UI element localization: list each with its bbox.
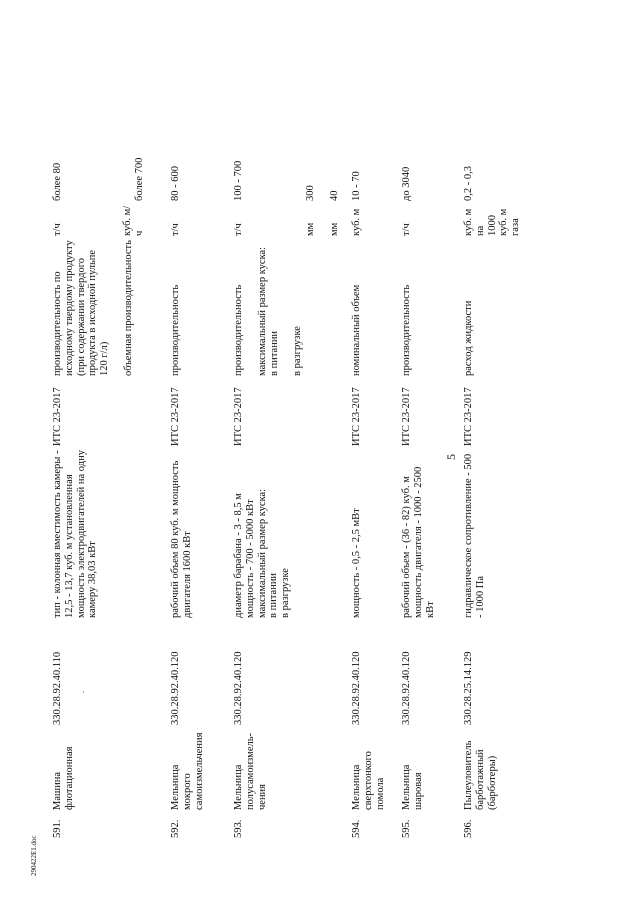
unit: куб. м <box>351 208 362 236</box>
table-row <box>463 58 525 838</box>
parameter: в питании <box>268 330 280 376</box>
parameter-list <box>52 236 135 376</box>
stray-mark: · <box>82 688 85 697</box>
unit: т/ч <box>401 223 412 236</box>
table-row <box>233 58 351 838</box>
table-row <box>401 58 463 838</box>
row-number: 592. <box>170 819 181 838</box>
unit: куб. м на 1000 куб. м газа <box>463 208 522 236</box>
value: 40 <box>328 190 340 201</box>
equipment-table <box>52 58 525 838</box>
equipment-description <box>233 446 292 618</box>
unit: т/ч <box>52 223 63 236</box>
page-number: 5 <box>444 454 458 460</box>
equipment-description: гидравлическое сопротивление - 500 - 1000 Па <box>463 453 486 618</box>
standard-ref: ИТС 23-2017 <box>401 387 412 446</box>
equipment-name: Мельница сверхтонкого помола <box>351 751 386 810</box>
parameter: максимальный размер куска: <box>256 246 268 376</box>
description-line: мощность - 700 - 5000 кВт <box>244 499 256 618</box>
value: 300 <box>304 185 316 201</box>
row-number: 594. <box>351 819 362 838</box>
unit: т/ч <box>233 223 244 236</box>
table-row <box>351 58 401 838</box>
table-row <box>170 58 233 838</box>
equipment-description: рабочий объем - (36 - 82) куб. м мощность двигателя - 1000 - 2500 кВт <box>401 466 436 618</box>
parameter: производительность <box>401 284 412 376</box>
row-number: 593. <box>233 819 244 838</box>
value: более 700 <box>133 157 145 201</box>
standard-ref: ИТС 23-2017 <box>351 387 362 446</box>
unit: куб. м/ч <box>121 205 145 236</box>
parameter: номинальный объем <box>351 284 362 376</box>
equipment-name: Мельница мокрого самоизмельчения <box>170 732 205 810</box>
value-list <box>52 131 146 201</box>
standard-ref: ИТС 23-2017 <box>52 387 63 446</box>
parameter: производительность по исходному твердому продукту (при содержании твердого продукта в исходной пульпе 120 г/л) <box>52 240 111 376</box>
row-number: 591. <box>52 819 63 838</box>
standard-ref: ИТС 23-2017 <box>463 387 474 446</box>
description-line: в разгрузке <box>280 568 292 618</box>
okpd-code: 330.28.92.40.120 <box>401 651 412 725</box>
okpd-code: 330.28.92.40.110 <box>52 651 63 725</box>
okpd-code: 330.28.92.40.120 <box>351 651 362 725</box>
unit: т/ч <box>170 223 181 236</box>
parameter: в разгрузке <box>292 326 304 376</box>
equipment-name: Мельница полусамоизмель-чения <box>233 732 268 810</box>
okpd-code: 330.28.25.14.129 <box>463 651 474 725</box>
unit-list <box>233 201 340 236</box>
equipment-name: Машина флотационная <box>52 746 75 810</box>
parameter: объемная производительность <box>122 240 134 376</box>
value: 10 - 70 <box>351 171 362 201</box>
equipment-description: рабочий объем 80 куб. м мощность двигателя 1600 кВт <box>170 460 193 618</box>
value-list <box>233 131 340 201</box>
unit-list <box>52 201 145 236</box>
parameter-list <box>233 236 304 376</box>
parameter: производительность <box>233 284 244 376</box>
equipment-description: тип - колонная вместимость камеры - 12,5 - 13,7 куб. м установленная мощность электродвигателей на одну камеру 38,03 кВт <box>52 450 99 618</box>
parameter: производительность <box>170 284 181 376</box>
standard-ref: ИТС 23-2017 <box>170 387 181 446</box>
okpd-code: 330.28.92.40.120 <box>170 651 181 725</box>
equipment-description: мощность - 0,5 - 2,5 мВт <box>351 508 362 618</box>
row-number: 595. <box>401 819 412 838</box>
standard-ref: ИТС 23-2017 <box>233 387 244 446</box>
description-line: в питании <box>268 572 280 618</box>
value: 80 - 600 <box>170 166 181 201</box>
value: более 80 <box>52 162 63 201</box>
unit: мм <box>328 222 340 236</box>
footer-filename: 290422E1.doc <box>30 835 38 876</box>
value: 0,2 - 0,3 <box>463 166 474 201</box>
table-row <box>52 58 170 838</box>
unit: мм <box>304 222 316 236</box>
description-line: максимальный размер куска: <box>256 488 268 618</box>
value: до 3040 <box>401 166 412 201</box>
row-number: 596. <box>463 819 474 838</box>
equipment-name: Мельница шаровая <box>401 764 424 810</box>
equipment-name: Пылеуловитель барботажный (барботеры) <box>463 740 498 810</box>
description-line: диаметр барабана - 3 - 8,5 м <box>233 493 244 618</box>
parameter: расход жидкости <box>463 300 474 376</box>
okpd-code: 330.28.92.40.120 <box>233 651 244 725</box>
value: 100 - 700 <box>233 160 244 201</box>
